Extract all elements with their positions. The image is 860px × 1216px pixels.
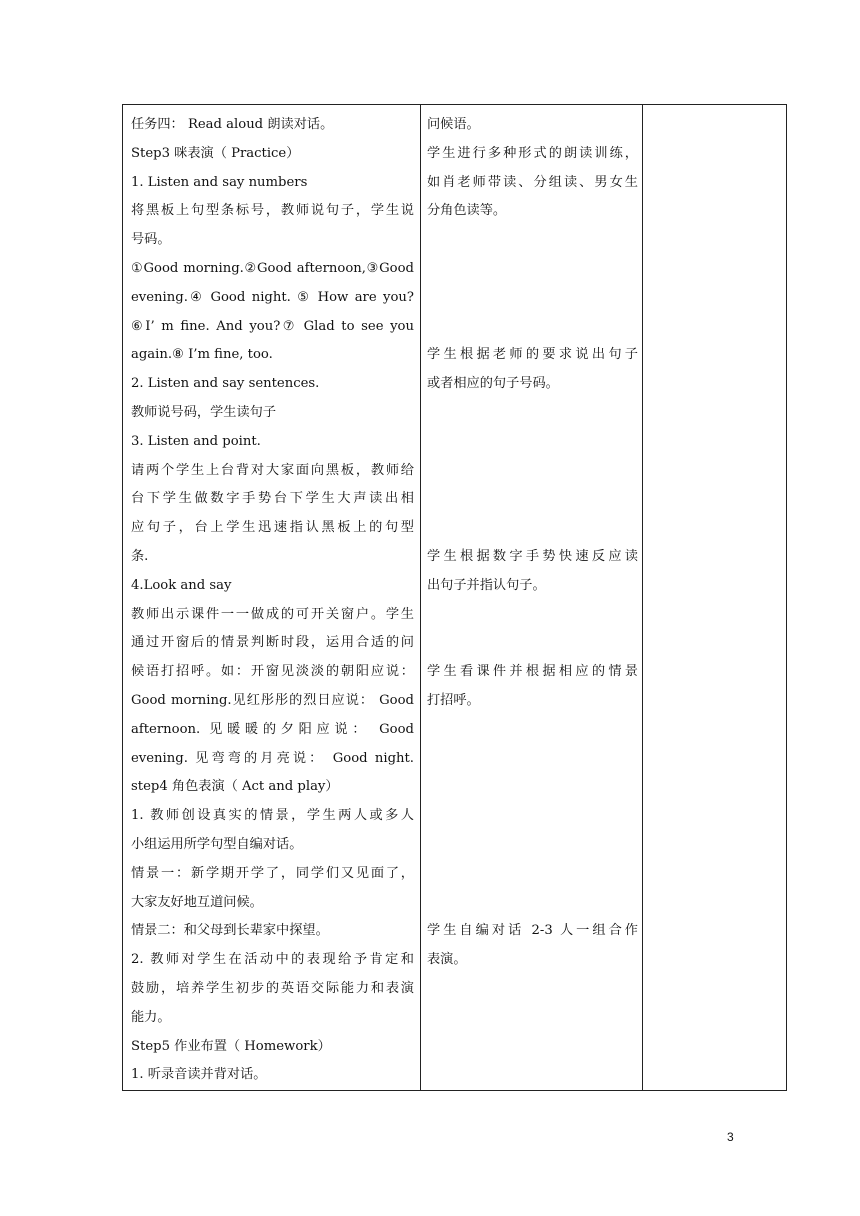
text-line: Step3 咪表演（ Practice） <box>131 145 300 161</box>
text-line: 任务四： Read aloud 朗读对话。 <box>131 117 334 132</box>
text-line: 教师说号码，学生读句子 <box>131 404 277 420</box>
teacher-activity-text <box>123 105 420 1090</box>
text-line: 情景二：和父母到长辈家中探望。 <box>131 923 329 939</box>
text-line: 台下学生做数字手势台下学生大声读出相 <box>131 491 414 507</box>
text-line: afternoon. 见暖暖的夕阳应说： Good <box>131 721 414 737</box>
text-line <box>427 255 638 284</box>
text-line: 教师出示课件一一做成的可开关窗户。学生 <box>131 606 414 622</box>
text-line: 应句子，台上学生迅速指认黑板上的句型 <box>131 520 414 536</box>
text-line <box>427 889 638 918</box>
text-line: evening. 见弯弯的月亮说： Good night. <box>131 750 414 766</box>
text-line: 出句子并指认句子。 <box>427 577 546 593</box>
text-line <box>427 831 638 860</box>
text-line: 鼓励，培养学生初步的英语交际能力和表演 <box>131 980 414 996</box>
student-activity-cell <box>421 105 643 1091</box>
lesson-plan-table <box>122 104 787 1091</box>
text-line: 表演。 <box>427 952 467 968</box>
text-line: 条. <box>131 548 149 564</box>
notes-cell <box>643 105 787 1091</box>
text-line: 1. 听录音读并背对话。 <box>131 1067 267 1083</box>
text-line: 4.Look and say <box>131 577 232 593</box>
text-line: 如肖老师带读、分组读、男女生 <box>427 174 638 190</box>
text-line: Good morning.见红彤彤的烈日应说： Good <box>131 692 414 708</box>
text-line <box>427 428 638 457</box>
text-line: 或者相应的句子号码。 <box>427 376 559 392</box>
text-line: again.⑧ I’m fine, too. <box>131 347 273 363</box>
student-activity-text <box>421 105 642 975</box>
text-line <box>427 313 638 342</box>
text-line: 2. 教师对学生在活动中的表现给予肯定和 <box>131 952 414 968</box>
text-line: 大家友好地互道问候。 <box>131 894 263 910</box>
table-row <box>123 105 787 1091</box>
text-line: 1. 教师创设真实的情景，学生两人或多人 <box>131 808 414 824</box>
text-line: 学生根据老师的要求说出句子 <box>427 347 638 363</box>
text-line <box>427 745 638 774</box>
text-line: 学生进行多种形式的朗读训练， <box>427 145 638 161</box>
text-line <box>427 399 638 428</box>
text-line: 学生看课件并根据相应的情景 <box>427 664 638 680</box>
teacher-activity-cell <box>123 105 421 1091</box>
text-line: ⑥I’ m fine. And you?⑦ Glad to see you <box>131 318 414 334</box>
text-line: 学生根据数字手势快速反应读 <box>427 548 638 564</box>
text-line: 号码。 <box>131 232 171 248</box>
text-line <box>427 629 638 658</box>
text-line: 分角色读等。 <box>427 203 507 219</box>
page-number: 3 <box>727 1130 734 1144</box>
text-line <box>427 860 638 889</box>
text-line <box>427 457 638 486</box>
text-line <box>427 601 638 630</box>
text-line: 打招呼。 <box>427 692 480 708</box>
text-line: 问候语。 <box>427 117 480 132</box>
text-line: 情景一：新学期开学了，同学们又见面了， <box>131 865 414 881</box>
text-line: 候语打招呼。如：开窗见淡淡的朝阳应说： <box>131 664 414 680</box>
text-line <box>427 773 638 802</box>
text-line: 能力。 <box>131 1009 171 1025</box>
text-line: 小组运用所学句型自编对话。 <box>131 836 303 852</box>
text-line: 学生自编对话 2-3 人一组合作 <box>427 923 638 939</box>
text-line: Step5 作业布置（ Homework） <box>131 1038 331 1054</box>
text-line <box>427 226 638 255</box>
text-line: ①Good morning.②Good afternoon,③Good <box>131 260 414 276</box>
text-line <box>427 485 638 514</box>
text-line: 1. Listen and say numbers <box>131 174 308 190</box>
text-line <box>427 716 638 745</box>
text-line <box>427 802 638 831</box>
text-line: 3. Listen and point. <box>131 433 261 449</box>
text-line <box>427 284 638 313</box>
text-line: 请两个学生上台背对大家面向黑板，教师给 <box>131 462 414 478</box>
text-line: evening.④ Good night. ⑤ How are you? <box>131 289 414 305</box>
text-line: 将黑板上句型条标号，教师说句子，学生说 <box>131 203 414 219</box>
text-line: 通过开窗后的情景判断时段，运用合适的问 <box>131 635 414 651</box>
text-line <box>427 514 638 543</box>
text-line: 2. Listen and say sentences. <box>131 376 320 392</box>
text-line: step4 角色表演（ Act and play） <box>131 779 339 795</box>
